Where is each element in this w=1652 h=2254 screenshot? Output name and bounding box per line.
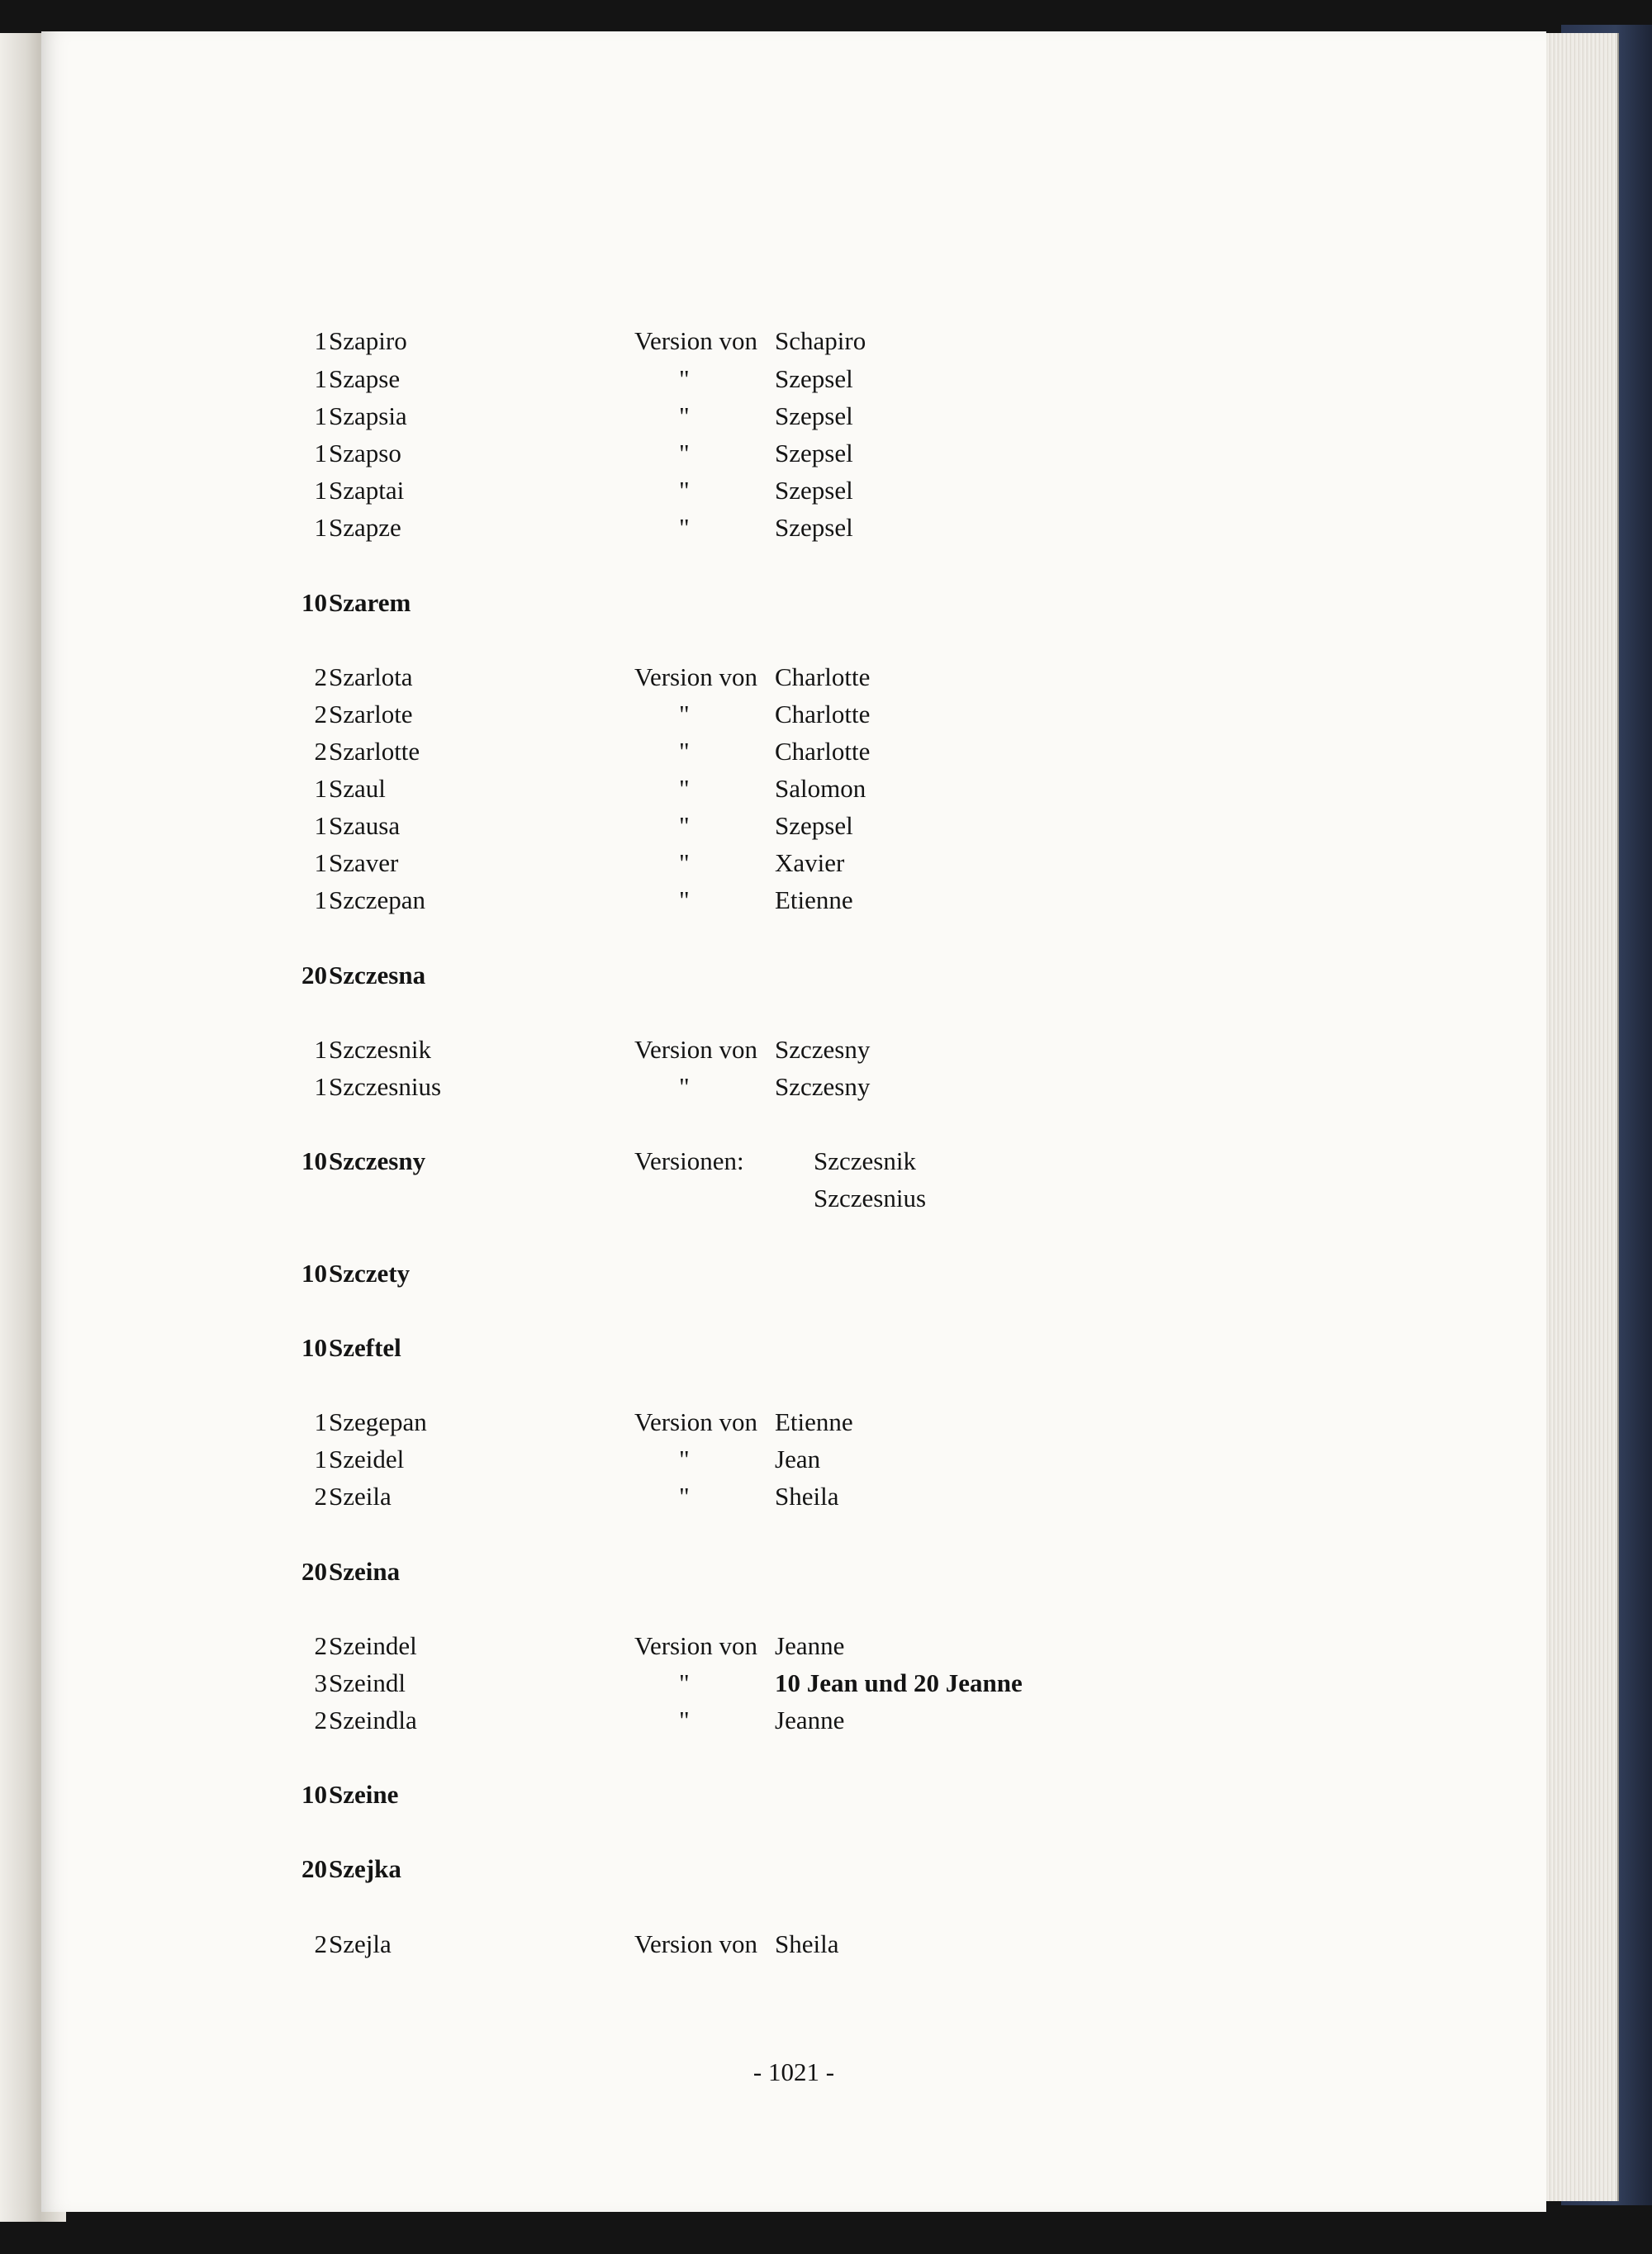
entry-target: Szepsel [775, 364, 853, 393]
entry-name: Szczesnius [329, 1072, 442, 1101]
entry-name: Szarem [329, 588, 411, 617]
ditto-mark: " [679, 811, 690, 840]
ditto-mark: " [679, 439, 690, 467]
list-item [41, 509, 1546, 546]
ditto-mark: " [679, 364, 690, 393]
entry-count: 2 [314, 1706, 327, 1734]
ditto-mark: " [679, 700, 690, 728]
entry-count: 3 [314, 1668, 327, 1697]
ditto-mark: " [679, 1668, 690, 1697]
entry-target: Jeanne [775, 1631, 845, 1660]
entry-count: 1 [314, 476, 327, 505]
ditto-mark: " [679, 774, 690, 803]
list-item [41, 1255, 1546, 1292]
list-item [41, 1403, 1546, 1440]
entry-target: Szepsel [775, 401, 853, 430]
entry-count: 1 [314, 1072, 327, 1101]
entry-count: 2 [314, 662, 327, 691]
list-item [41, 1776, 1546, 1813]
entry-count: 2 [314, 737, 327, 766]
entry-relation: Version von [634, 1631, 757, 1660]
entry-name: Szaver [329, 848, 399, 877]
ditto-mark: " [679, 737, 690, 766]
entry-target: Charlotte [775, 700, 871, 728]
list-item [41, 658, 1546, 695]
entry-target: 10 Jean und 20 Jeanne [775, 1668, 1023, 1697]
ditto-mark: " [679, 885, 690, 914]
entry-target: Szepsel [775, 811, 853, 840]
entry-target: Szepsel [775, 513, 853, 542]
entry-target: Szepsel [775, 439, 853, 467]
entry-name: Szegepan [329, 1407, 427, 1436]
entry-count: 10 [301, 1780, 327, 1809]
entry-name: Szausa [329, 811, 401, 840]
entry-target: Szczesnius [814, 1184, 927, 1212]
list-item [41, 1142, 1546, 1179]
list-item [41, 1925, 1546, 1962]
entry-count: 1 [314, 364, 327, 393]
entry-name: Szeina [329, 1557, 401, 1586]
entry-target: Schapiro [775, 326, 866, 355]
list-item [41, 1478, 1546, 1515]
entry-name: Szeila [329, 1482, 392, 1511]
entry-count: 20 [301, 1557, 327, 1586]
list-item [41, 584, 1546, 621]
entry-name: Szeftel [329, 1333, 401, 1362]
entry-name: Szeindla [329, 1706, 417, 1734]
list-item [41, 1068, 1546, 1105]
entry-name: Szczety [329, 1259, 411, 1288]
ditto-mark: " [679, 848, 690, 877]
list-item [41, 1553, 1546, 1590]
list-item [41, 397, 1546, 434]
page-number: - 1021 - [752, 2057, 835, 2086]
entry-count: 2 [314, 1929, 327, 1958]
ditto-mark: " [679, 1445, 690, 1473]
entry-count: 10 [301, 588, 327, 617]
entry-count: 1 [314, 439, 327, 467]
entry-count: 20 [301, 1854, 327, 1883]
entry-count: 1 [314, 1035, 327, 1064]
list-item [41, 956, 1546, 994]
entry-count: 2 [314, 1482, 327, 1511]
ditto-mark: " [679, 1072, 690, 1101]
list-item [41, 807, 1546, 844]
entry-name: Szapso [329, 439, 401, 467]
entry-name: Szczepan [329, 885, 426, 914]
ditto-mark: " [679, 1482, 690, 1511]
list-item [41, 695, 1546, 733]
entry-name: Szczesny [329, 1146, 426, 1175]
list-item [41, 1440, 1546, 1478]
entry-count: 2 [314, 700, 327, 728]
entry-target: Szczesnik [814, 1146, 916, 1175]
ditto-mark: " [679, 476, 690, 505]
entry-target: Jean [775, 1445, 821, 1473]
list-item [41, 360, 1546, 397]
entry-target: Charlotte [775, 737, 871, 766]
list-item [41, 1179, 1546, 1217]
entry-name: Szapiro [329, 326, 407, 355]
entry-target: Jeanne [775, 1706, 845, 1734]
entry-target: Salomon [775, 774, 866, 803]
entry-name: Szapsia [329, 401, 407, 430]
entry-name: Szczesna [329, 961, 426, 989]
entry-relation: Version von [634, 1407, 757, 1436]
entry-count: 1 [314, 811, 327, 840]
entry-target: Charlotte [775, 662, 871, 691]
entry-count: 1 [314, 1445, 327, 1473]
entry-count: 10 [301, 1146, 327, 1175]
entry-target: Xavier [775, 848, 845, 877]
entry-count: 1 [314, 513, 327, 542]
entry-name: Szejka [329, 1854, 401, 1883]
entry-target: Etienne [775, 1407, 853, 1436]
ditto-mark: " [679, 401, 690, 430]
entry-target: Szczesny [775, 1072, 871, 1101]
entry-name: Szeidel [329, 1445, 405, 1473]
entry-count: 1 [314, 885, 327, 914]
entry-name: Szarlotte [329, 737, 420, 766]
list-item [41, 770, 1546, 807]
entry-target: Sheila [775, 1929, 839, 1958]
entry-name: Szeindl [329, 1668, 406, 1697]
ditto-mark: " [679, 513, 690, 542]
entry-name: Szarlote [329, 700, 413, 728]
entry-relation: Version von [634, 1929, 757, 1958]
entry-name: Szapze [329, 513, 401, 542]
entry-name: Szczesnik [329, 1035, 431, 1064]
entry-count: 1 [314, 1407, 327, 1436]
entry-name: Szarlota [329, 662, 413, 691]
ditto-mark: " [679, 1706, 690, 1734]
list-item [41, 322, 1546, 359]
entry-relation: Version von [634, 326, 757, 355]
entry-count: 1 [314, 401, 327, 430]
entry-target: Sheila [775, 1482, 839, 1511]
list-item [41, 1031, 1546, 1068]
entry-count: 1 [314, 848, 327, 877]
entry-count: 10 [301, 1333, 327, 1362]
list-item [41, 881, 1546, 918]
entry-relation: Versionen: [634, 1146, 744, 1175]
entry-count: 1 [314, 326, 327, 355]
entry-relation: Version von [634, 662, 757, 691]
entry-name: Szeindel [329, 1631, 417, 1660]
entry-count: 10 [301, 1259, 327, 1288]
list-item [41, 1329, 1546, 1366]
book-page [41, 31, 1546, 2212]
list-item [41, 1850, 1546, 1887]
entry-name: Szeine [329, 1780, 399, 1809]
entry-count: 20 [301, 961, 327, 989]
entry-count: 2 [314, 1631, 327, 1660]
list-item [41, 844, 1546, 881]
entry-name: Szejla [329, 1929, 392, 1958]
list-item [41, 1627, 1546, 1664]
entry-name: Szaul [329, 774, 386, 803]
list-item [41, 472, 1546, 509]
list-item [41, 1664, 1546, 1701]
entry-count: 1 [314, 774, 327, 803]
entry-name: Szaptai [329, 476, 405, 505]
entry-relation: Version von [634, 1035, 757, 1064]
entry-name: Szapse [329, 364, 401, 393]
entry-target: Etienne [775, 885, 853, 914]
entry-target: Szepsel [775, 476, 853, 505]
list-item [41, 434, 1546, 472]
list-item [41, 733, 1546, 770]
entry-target: Szczesny [775, 1035, 871, 1064]
list-item [41, 1701, 1546, 1739]
